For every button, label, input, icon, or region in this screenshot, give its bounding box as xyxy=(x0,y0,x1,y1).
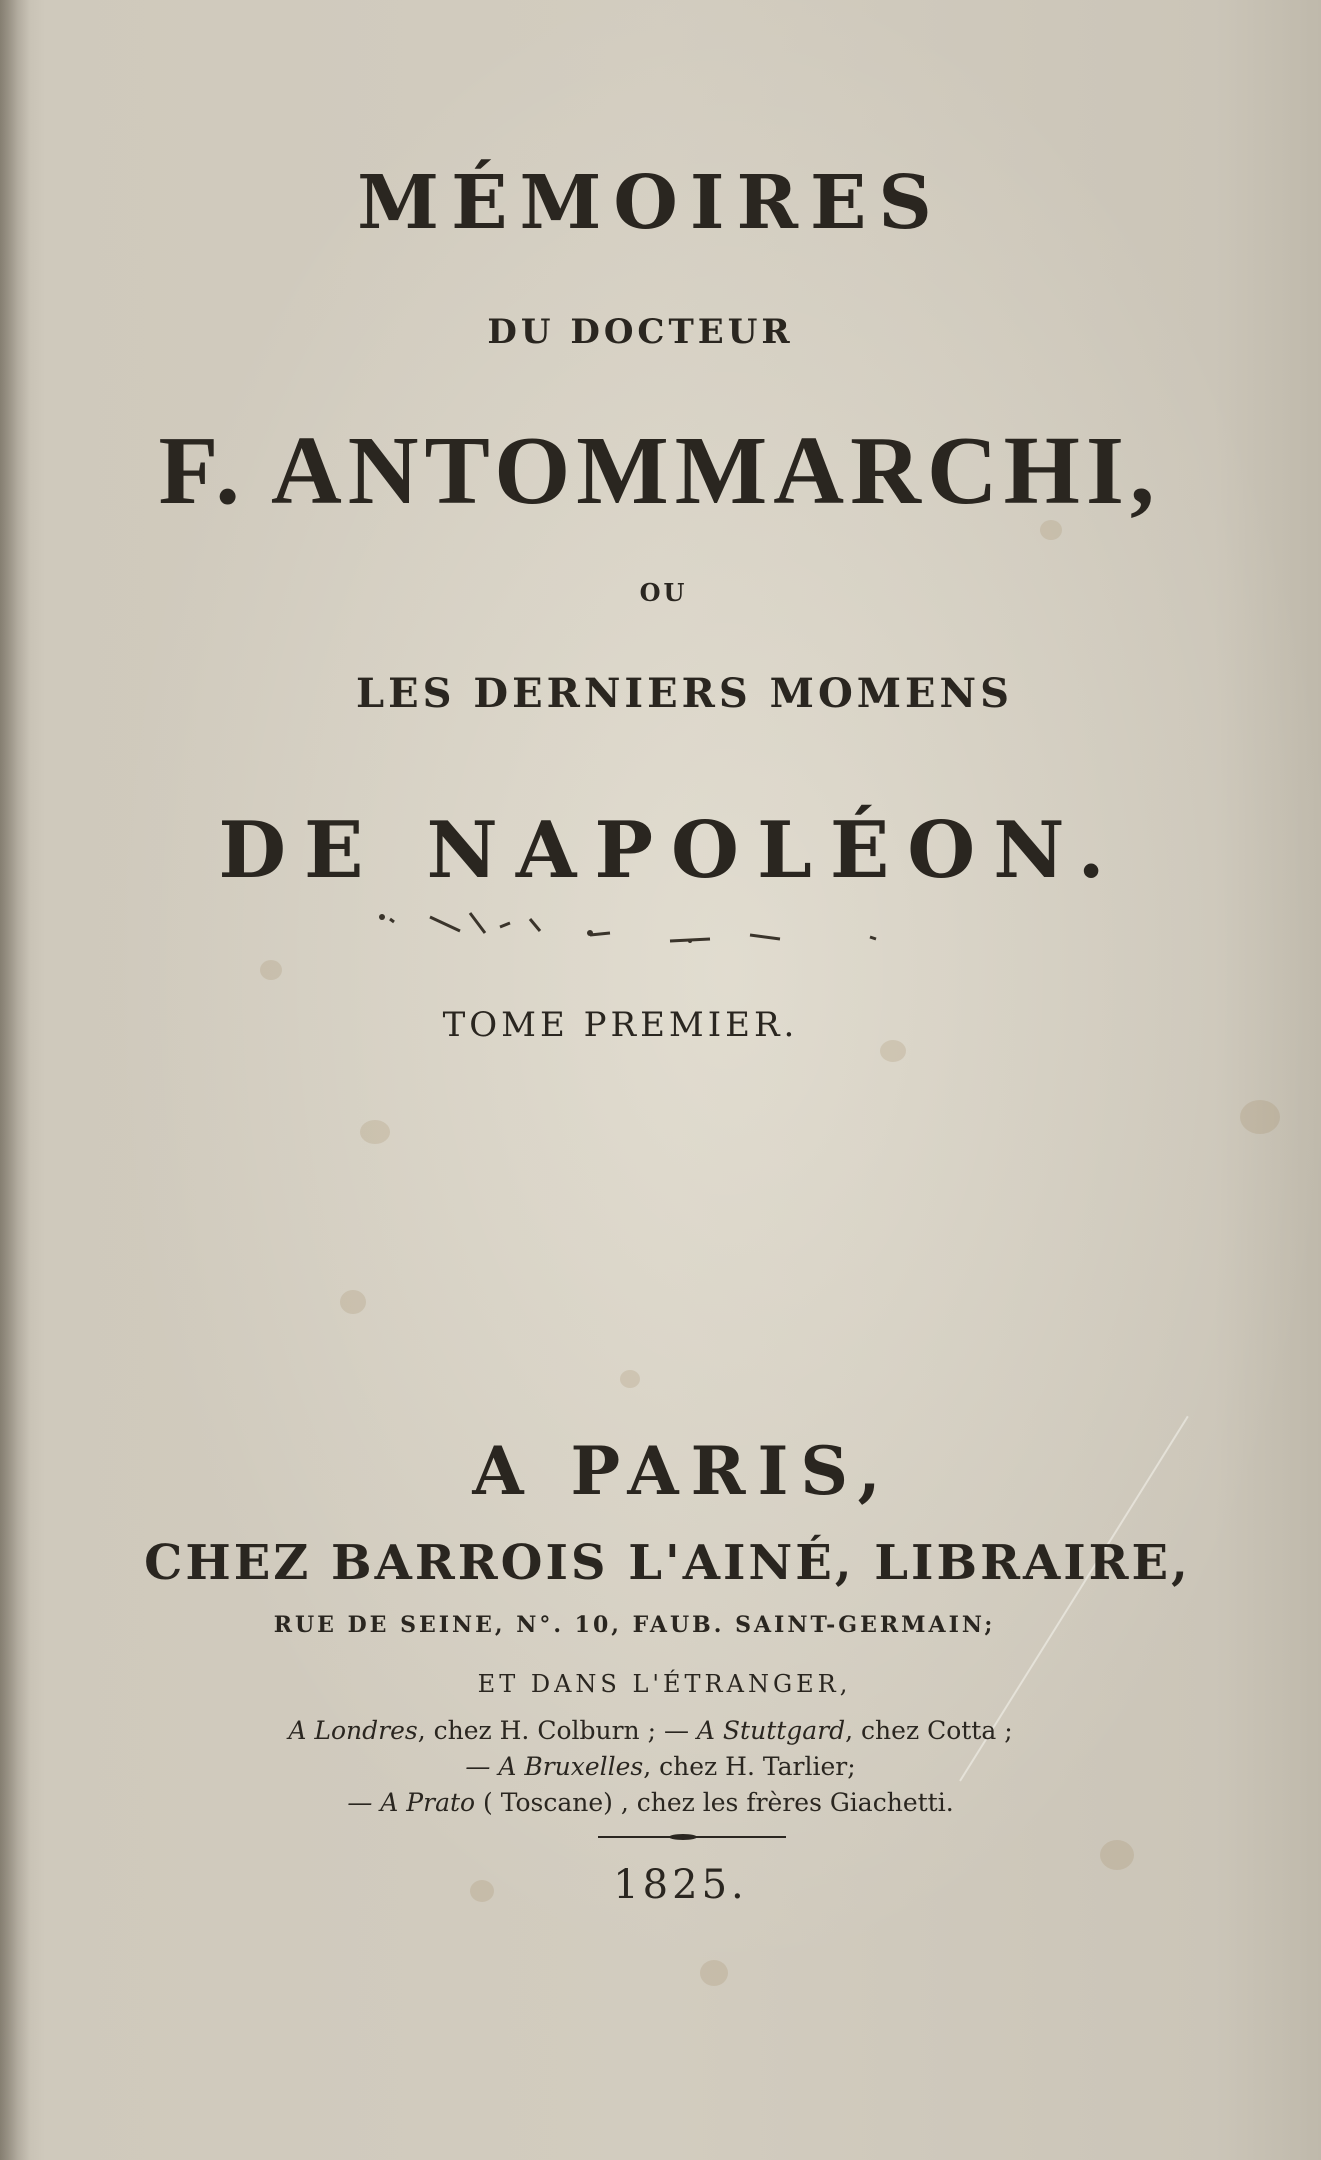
agent-place: A Londres xyxy=(288,1716,418,1745)
imprint-foreign: ET DANS L'ÉTRANGER, xyxy=(477,1670,852,1698)
decorative-rule xyxy=(598,1833,786,1841)
foxing-spot xyxy=(1240,1100,1280,1134)
agent-text: , chez H. Colburn ; — xyxy=(417,1716,697,1745)
volume-label: TOME PREMIER. xyxy=(442,1005,799,1045)
imprint-address: RUE DE SEINE, N°. 10, FAUB. SAINT-GERMAIN; xyxy=(273,1612,996,1638)
agent-row xyxy=(0,1713,1311,1749)
author-name: F. ANTOMMARCHI, xyxy=(158,417,1161,525)
title-du-docteur: DU DOCTEUR xyxy=(487,312,794,352)
foxing-spot xyxy=(260,960,282,980)
agent-place: — A Prato xyxy=(347,1788,476,1817)
foxing-spot xyxy=(620,1370,640,1388)
foxing-spot xyxy=(360,1120,390,1144)
agent-text: , chez H. Tarlier; xyxy=(643,1752,856,1781)
title-memoires: MÉMOIRES xyxy=(357,160,944,246)
foxing-spot xyxy=(700,1960,728,1986)
agent-text: , chez Cotta ; xyxy=(845,1716,1013,1745)
imprint-city: A PARIS, xyxy=(472,1432,893,1510)
imprint-publisher: CHEZ BARROIS L'AINÉ, LIBRAIRE, xyxy=(144,1535,1191,1591)
publication-year: 1825. xyxy=(613,1862,748,1908)
agent-text: ( Toscane) , chez les frères Giachetti. xyxy=(475,1788,954,1817)
agent-place: A Stuttgard xyxy=(696,1716,846,1745)
foxing-spot xyxy=(340,1290,366,1314)
title-ou: OU xyxy=(639,578,688,607)
imprint-agents xyxy=(0,1713,1321,1821)
subtitle-napoleon: DE NAPOLÉON. xyxy=(218,805,1123,896)
agent-place: — A Bruxelles xyxy=(465,1752,644,1781)
agent-row xyxy=(0,1749,1321,1785)
agent-row xyxy=(0,1785,1311,1821)
subtitle-derniers-momens: LES DERNIERS MOMENS xyxy=(356,670,1013,717)
ink-smudge-ornament xyxy=(370,905,1050,965)
